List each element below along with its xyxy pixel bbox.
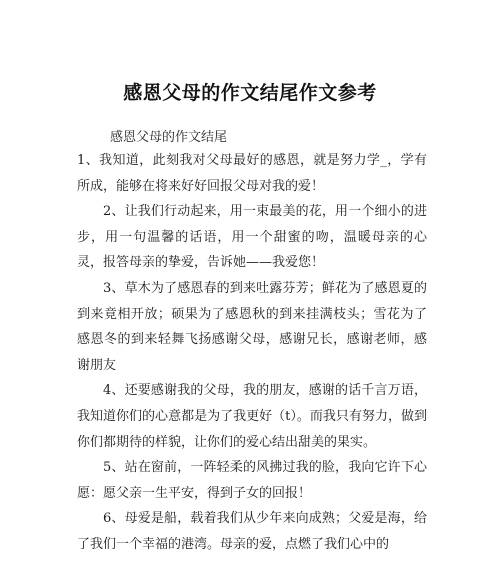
document-title: 感恩父母的作文结尾作文参考 [123,82,377,104]
paragraph-5: 5、站在窗前，一阵轻柔的风拂过我的脸，我向它许下心愿：愿父亲一生平安，得到子女的回报！ [77,460,427,501]
document-body [77,148,427,558]
paragraph-2: 2、让我们行动起来，用一束最美的花，用一个细小的进步，用一句温馨的话语，用一个甜蜜的吻，温暖母亲的心灵，报答母亲的挚爱，告诉她——我爱您！ [77,204,427,271]
paragraph-3: 3、草木为了感恩春的到来吐露芬芳；鲜花为了感恩夏的到来竟相开放；硕果为了感恩秋的到来挂满枝头；雪花为了感恩冬的到来轻舞飞扬感谢父母，感谢兄长，感谢老师，感谢朋友 [77,280,427,373]
paragraph-4: 4、还要感谢我的父母，我的朋友，感谢的话千言万语，我知道你们的心意都是为了我更好（t）。而我只有努力，做到你们都期待的样貌，让你们的爱心结出甜美的果实。 [77,383,427,450]
paragraph-1: 1、我知道，此刻我对父母最好的感恩，就是努力学_，学有所成，能够在将来好好回报父母对我的爱！ [77,153,427,194]
document-subtitle: 感恩父母的作文结尾 [110,130,228,145]
paragraph-6: 6、母爱是船，载着我们从少年来向成熟；父爱是海，给了我们一个幸福的港湾。母亲的爱，点燃了我们心中的 [77,511,427,552]
